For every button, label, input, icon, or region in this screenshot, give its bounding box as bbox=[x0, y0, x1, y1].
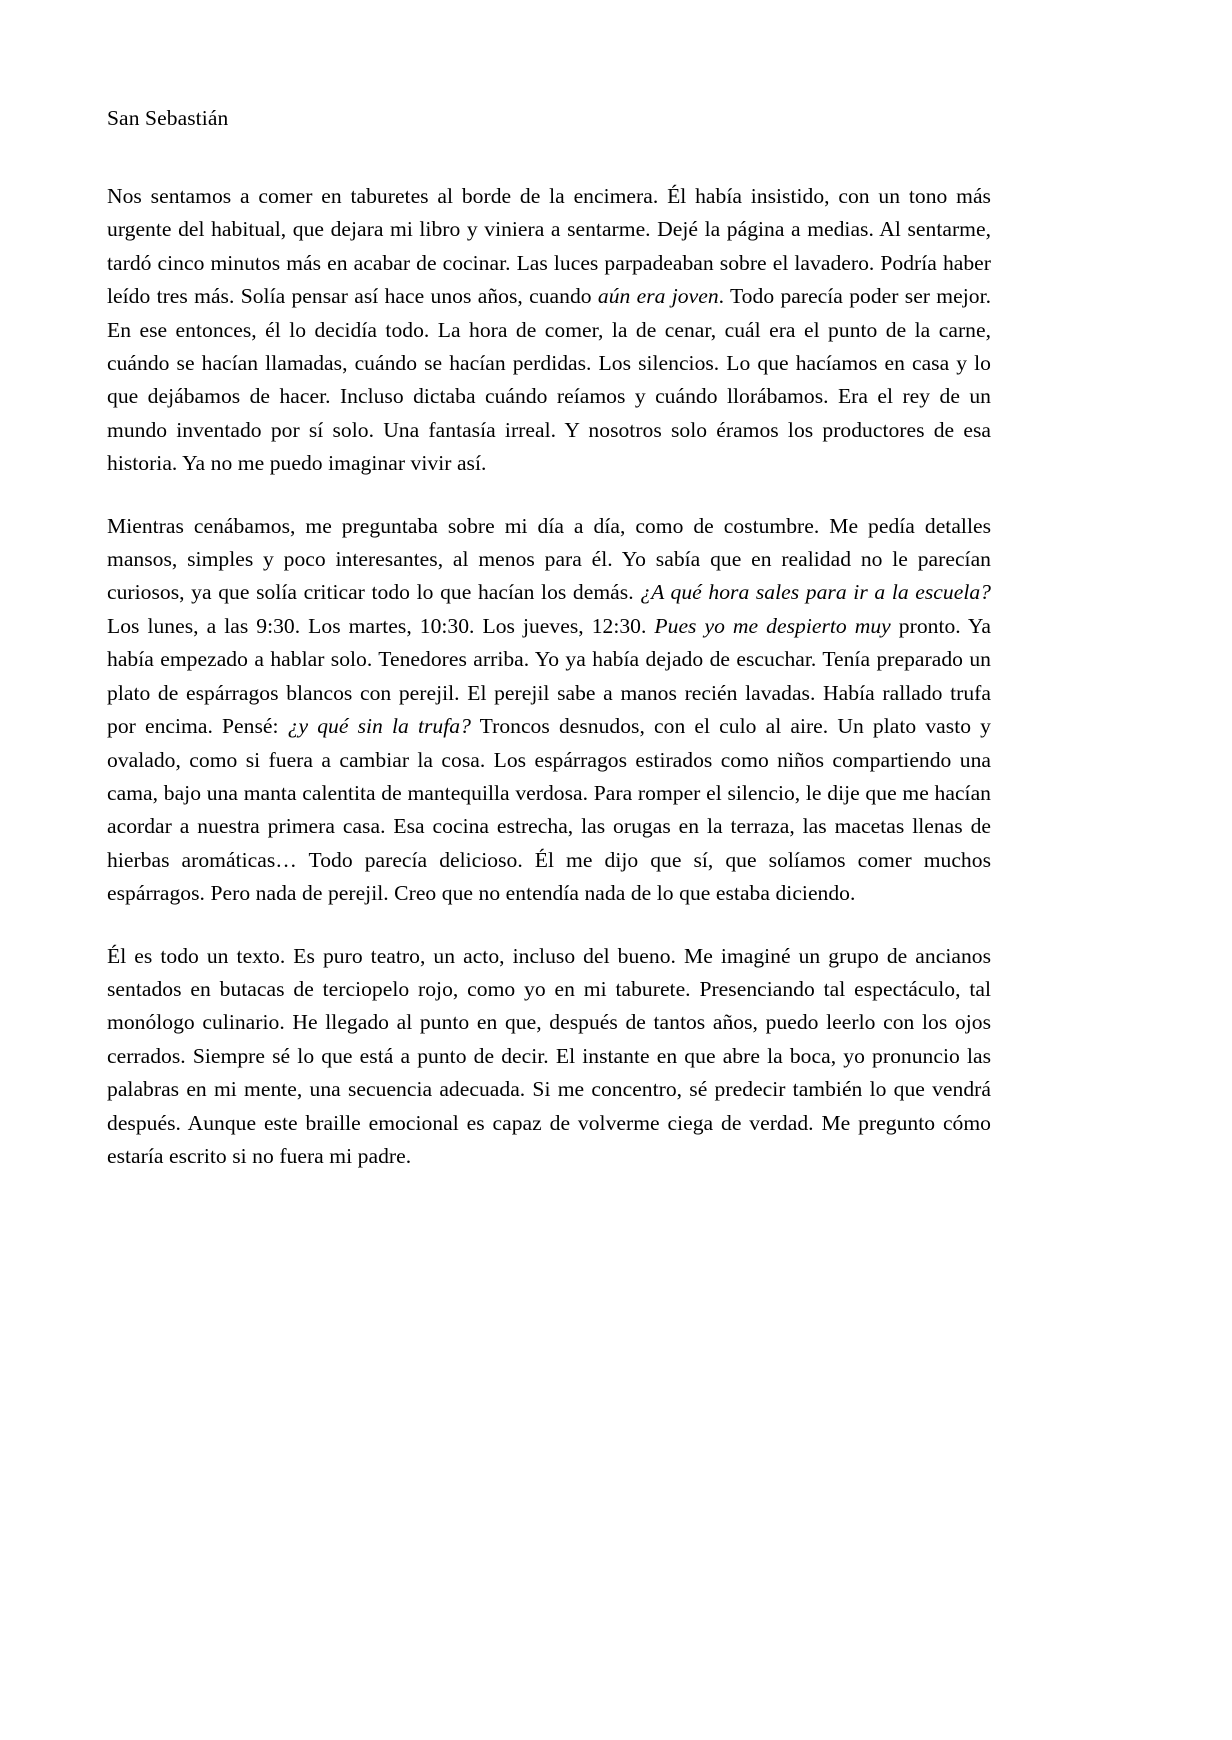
emphasized-text: ¿A qué hora sales para ir a la escuela? bbox=[640, 580, 991, 605]
document-body bbox=[107, 104, 991, 1173]
emphasized-text: ¿y qué sin la trufa? bbox=[287, 714, 471, 739]
paragraph-2: Mientras cenábamos, me preguntaba sobre mi día a día, como de costumbre. Me pedía detalles mansos, simples y poco interesantes, al menos para él. Yo sabía que en realidad no le parecían curiosos, ya que solía criticar todo lo que hacían los demás. ¿A qué hora sales para ir a la escuela? Los lunes, a las 9:30. Los martes, 10:30. Los jueves, 12:30. Pues yo me despierto muy pronto. Ya había empezado a hablar solo. Tenedores arriba. Yo ya había dejado de escuchar. Tenía preparado un plato de espárragos blancos con perejil. El perejil sabe a manos recién lavadas. Había rallado trufa por encima. Pensé: ¿y qué sin la trufa? Troncos desnudos, con el culo al aire. Un plato vasto y ovalado, como si fuera a cambiar la cosa. Los espárragos estirados como niños compartiendo una cama, bajo una manta calentita de mantequilla verdosa. Para romper el silencio, le dije que me hacían acordar a nuestra primera casa. Esa cocina estrecha, las orugas en la terraza, las macetas llenas de hierbas aromáticas… Todo parecía delicioso. Él me dijo que sí, que solíamos comer muchos espárragos. Pero nada de perejil. Creo que no entendía nada de lo que estaba diciendo. bbox=[107, 513, 991, 906]
emphasized-text: aún era joven bbox=[597, 284, 719, 309]
paragraph-3: Él es todo un texto. Es puro teatro, un acto, incluso del bueno. Me imaginé un grupo de ancianos sentados en butacas de terciopelo rojo, como yo en mi taburete. Presenciando tal espectáculo, tal monólogo culinario. He llegado al punto en que, después de tantos años, puedo leerlo con los ojos cerrados. Siempre sé lo que está a punto de decir. El instante en que abre la boca, yo pronuncio las palabras en mi mente, una secuencia adecuada. Si me concentro, sé predecir también lo que vendrá después. Aunque este braille emocional es capaz de volverme ciega de verdad. Me pregunto cómo estaría escrito si no fuera mi padre. bbox=[107, 943, 991, 1168]
paragraph-1: Nos sentamos a comer en taburetes al borde de la encimera. Él había insistido, con un tono más urgente del habitual, que dejara mi libro y viniera a sentarme. Dejé la página a medias. Al sentarme, tardó cinco minutos más en acabar de cocinar. Las luces parpadeaban sobre el lavadero. Podría haber leído tres más. Solía pensar así hace unos años, cuando aún era joven. Todo parecía poder ser mejor. En ese entonces, él lo decidía todo. La hora de comer, la de cenar, cuál era el punto de la carne, cuándo se hacían llamadas, cuándo se hacían perdidas. Los silencios. Lo que hacíamos en casa y lo que dejábamos de hacer. Incluso dictaba cuándo reíamos y cuándo llorábamos. Era el rey de un mundo inventado por sí solo. Una fantasía irreal. Y nosotros solo éramos los productores de esa historia. Ya no me puedo imaginar vivir así. bbox=[107, 184, 992, 476]
emphasized-text: Pues yo me despierto muy bbox=[654, 613, 891, 638]
page-title: San Sebastián bbox=[107, 106, 229, 130]
